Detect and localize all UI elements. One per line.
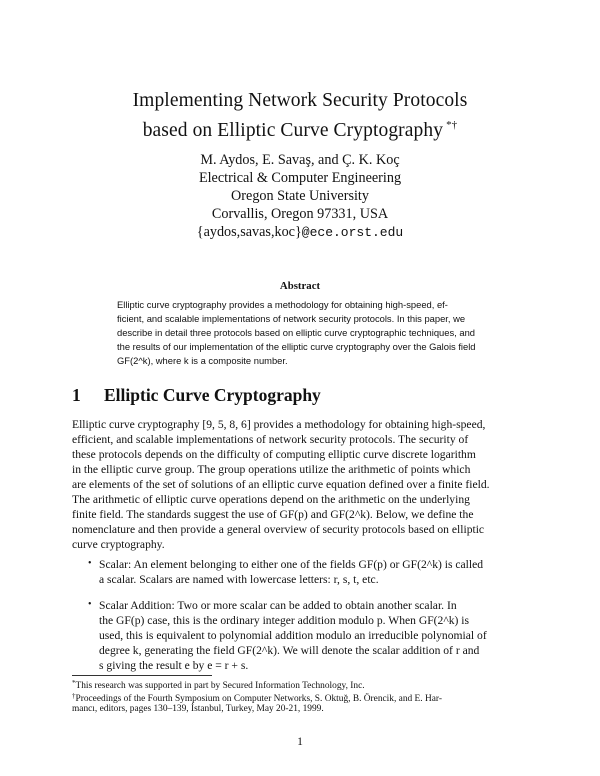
email-domain: @ece.orst.edu — [301, 225, 404, 240]
section-title: Elliptic Curve Cryptography — [104, 385, 321, 405]
abstract-line: the results of our implementation of the elliptic curve cryptography over the Galois field — [117, 341, 476, 352]
footnote-1-text: This research was supported in part by Secured Information Technology, Inc. — [75, 681, 365, 691]
body-line: efficient, and scalable implementations of network security protocols. The security of — [72, 433, 469, 446]
affiliation-department: Electrical & Computer Engineering — [198, 170, 402, 186]
author-email — [0, 223, 600, 242]
page-number: 1 — [297, 735, 303, 748]
bullet-scalar-line: a scalar. Scalars are named with lowercase letters: r, s, t, etc. — [99, 573, 379, 586]
affiliation-university: Oregon State University — [231, 188, 369, 204]
bullet-scalar-line: Scalar: An element belonging to either one of the fields GF(p) or GF(2^k) is called — [99, 558, 484, 571]
body-line: nomenclature and then provide a general overview of security protocols based on elliptic — [72, 523, 485, 536]
paper-title-line-2-text: based on Elliptic Curve Cryptography — [142, 120, 444, 141]
footnote-mark: † — [72, 692, 76, 700]
bullet-scalar-addition-line: Scalar Addition: Two or more scalar can be added to obtain another scalar. In — [99, 599, 457, 612]
abstract-line: describe in detail three protocols based on elliptic curve cryptographic techniques, and — [117, 327, 476, 338]
body-line: are elements of the set of solutions of an elliptic curve equation defined over a finite field. — [72, 478, 490, 491]
abstract-line: GF(2^k), where k is a composite number. — [117, 355, 288, 366]
email-users: {aydos,savas,koc} — [196, 224, 302, 240]
author-list: M. Aydos, E. Savaş, and Ç. K. Koç — [200, 152, 400, 168]
section-heading — [72, 385, 321, 406]
bullet-scalar-addition-line: degree k, generating the field GF(2^k). We will denote the scalar addition of r and — [99, 644, 480, 657]
bullet-dot: • — [88, 599, 92, 610]
paper-title-line-1: Implementing Network Security Protocols — [132, 90, 468, 111]
abstract-line: Elliptic curve cryptography provides a methodology for obtaining high-speed, ef- — [117, 299, 448, 310]
body-line: The arithmetic of elliptic curve operations depend on the arithmetic on the underlying — [72, 493, 470, 506]
section-number: 1 — [72, 385, 81, 405]
body-line: curve cryptography. — [72, 538, 165, 551]
bullet-scalar-addition-line: the GF(p) case, this is the ordinary integer addition modulo p. When GF(2^k) is — [99, 614, 470, 627]
body-line: finite field. The standards suggest the use of GF(p) and GF(2^k). Below, we define the — [72, 508, 474, 521]
abstract-line: ficient, and scalable implementations of network security protocols. In this paper, we — [117, 313, 466, 324]
affiliation-city: Corvallis, Oregon 97331, USA — [211, 206, 389, 222]
body-line: these protocols depends on the difficulty of computing elliptic curve discrete logarithm — [72, 448, 476, 461]
body-line: Elliptic curve cryptography [9, 5, 8, 6] provides a methodology for obtaining high-speed, — [72, 418, 486, 431]
body-line: in the elliptic curve group. The group operations utilize the arithmetic of points which — [72, 463, 471, 476]
bullet-dot: • — [88, 558, 92, 569]
footnote-2-text: Proceedings of the Fourth Symposium on Computer Networks, S. Oktuğ, B. Örencik, and E. Har- — [75, 694, 442, 704]
footnote-mark: * — [72, 679, 76, 687]
footnote-rule — [72, 675, 212, 676]
bullet-scalar-addition-line: used, this is equivalent to polynomial addition modulo an irreducible polynomial of — [99, 629, 487, 642]
paper-title-line-2 — [0, 113, 600, 143]
abstract-heading: Abstract — [279, 280, 321, 292]
title-footnote-marks: *† — [446, 119, 458, 131]
bullet-scalar-addition-line: s giving the result e by e = r + s. — [99, 659, 249, 672]
footnote-2-continued: mancı, editors, pages 130–139, İstanbul, Turkey, May 20-21, 1999. — [72, 704, 324, 714]
